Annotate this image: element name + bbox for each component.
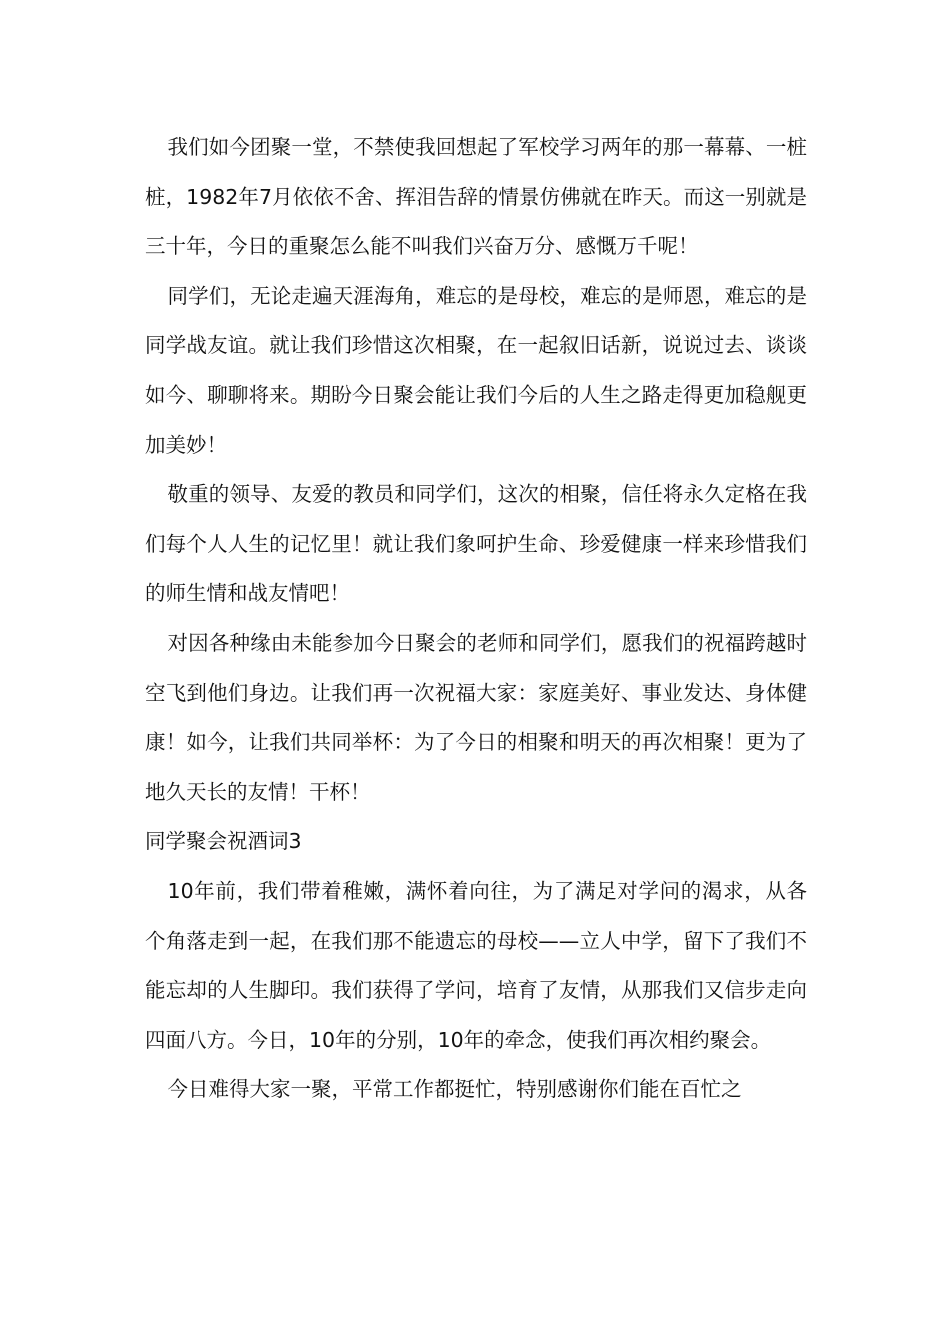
paragraph-reunion: 我们如今团聚一堂，不禁使我回想起了军校学习两年的那一幕幕、一桩桩，1982年7月依依不舍、挥泪告辞的情景仿佛就在昨天。而这一别就是三十年，今日的重聚怎么能不叫我们兴奋万分、感慨万千呢！ xyxy=(145,135,807,259)
section-heading: 同学聚会祝酒词3 xyxy=(145,829,302,854)
paragraph-gathering: 今日难得大家一聚，平常工作都挺忙，特别感谢你们能在百忙之 xyxy=(167,1077,742,1102)
paragraph-toast: 对因各种缘由未能参加今日聚会的老师和同学们，愿我们的祝福跨越时空飞到他们身边。让我们再一次祝福大家：家庭美好、事业发达、身体健康！如今，让我们共同举杯：为了今日的相聚和明天的再次相聚！更为了地久天长的友情！干杯！ xyxy=(145,630,807,804)
paragraph-ten-years: 10年前，我们带着稚嫩，满怀着向往，为了满足对学问的渴求，从各个角落走到一起，在我们那不能遗忘的母校——立人中学，留下了我们不能忘却的人生脚印。我们获得了学问，培育了友情，从那我们又信步走向四面八方。今日，10年的分别，10年的牵念，使我们再次相约聚会。 xyxy=(145,878,807,1052)
paragraph-classmates: 同学们，无论走遍天涯海角，难忘的是母校，难忘的是师恩，难忘的是同学战友谊。就让我们珍惜这次相聚，在一起叙旧话新，说说过去、谈谈如今、聊聊将来。期盼今日聚会能让我们今后的人生之路走得更加稳舰更加美妙！ xyxy=(145,283,807,457)
paragraph-memory: 敬重的领导、友爱的教员和同学们，这次的相聚，信任将永久定格在我们每个人人生的记忆里！就让我们象呵护生命、珍爱健康一样来珍惜我们的师生情和战友情吧！ xyxy=(145,482,807,606)
document-body xyxy=(145,123,807,1115)
